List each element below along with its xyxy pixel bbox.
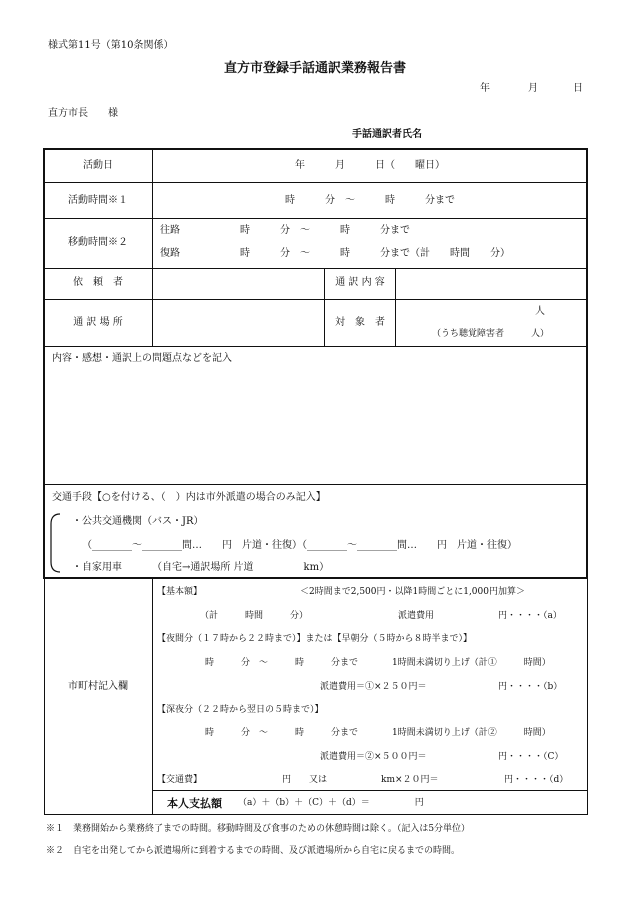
- requester-field[interactable]: [153, 269, 324, 299]
- outbound-label: 往路: [160, 225, 180, 236]
- outbound-field[interactable]: 時 分 ～ 時 分まで: [240, 225, 410, 236]
- basic-yen[interactable]: 円・・・・（a）: [498, 611, 562, 621]
- late-heading: 【深夜分（２２時から翌日の５時まで）】: [157, 705, 324, 715]
- date-month: 月: [528, 83, 538, 94]
- transport-heading: 交通手段【○を付ける、（ ）内は市外派遣の場合のみ記入】: [52, 492, 326, 503]
- public-transport-line[interactable]: （________～________間… 円 片道・往復）（________～________間… 円 片道・往復）: [82, 540, 517, 551]
- activity-day-label: 活動日: [83, 160, 113, 171]
- requester-label: 依 頼 者: [73, 277, 123, 288]
- municipal-section-label: 市町村記入欄: [68, 681, 128, 692]
- hearing-impaired-count[interactable]: （うち聴覚障害者 人）: [432, 329, 550, 339]
- transport-fee-label: 【交通費】: [157, 775, 203, 785]
- transport-fee-yen[interactable]: 円・・・・（d）: [504, 775, 569, 785]
- private-car-line[interactable]: （自宅→通訳場所 片道 km）: [152, 562, 330, 573]
- date-day: 日: [573, 83, 583, 94]
- return-label: 復路: [160, 248, 180, 259]
- late-fee: 派遣費用＝②×５００円＝: [320, 752, 427, 762]
- comments-label: 内容・感想・通訳上の問題点などを記入: [52, 353, 232, 364]
- basic-rate-note: ＜2時間まで2,500円・以降1時間ごとに1,000円加算＞: [300, 587, 525, 597]
- comments-field[interactable]: [45, 370, 586, 482]
- form-number: 様式第11号（第10条関係）: [48, 40, 174, 51]
- public-transport-label[interactable]: ・公共交通機関（バス・JR）: [72, 516, 204, 527]
- interpreter-name-label: 手話通訳者氏名: [352, 129, 422, 140]
- date-year: 年: [480, 83, 490, 94]
- night-heading: 【夜間分（１７時から２２時まで）】または【早朝分（５時から８時半まで）】: [157, 634, 473, 644]
- night-time[interactable]: 時 分 ～ 時 分まで: [205, 658, 359, 668]
- footnote-1: ※１ 業務開始から業務終了までの時間。移動時間及び食事のための休憩時間は除く。（記入は5分単位）: [46, 824, 471, 834]
- late-yen[interactable]: 円・・・・（C）: [498, 752, 564, 762]
- activity-time-field[interactable]: 時 分 ～ 時 分まで: [285, 195, 455, 206]
- late-time[interactable]: 時 分 ～ 時 分まで: [205, 728, 359, 738]
- total-formula[interactable]: （a）＋（b）＋（C）＋（d）＝ 円: [238, 798, 424, 808]
- addressee: 直方市長 様: [48, 108, 118, 119]
- travel-time-label: 移動時間※２: [68, 237, 128, 248]
- location-field[interactable]: [153, 300, 324, 346]
- page-title-text: 直方市登録手話通訳業務報告書: [223, 61, 406, 76]
- late-roundup[interactable]: 1時間未満切り上げ（計② 時間）: [392, 728, 551, 738]
- activity-time-label: 活動時間※１: [68, 195, 128, 206]
- footnote-2: ※２ 自宅を出発してから派遣場所に到着するまでの時間、及び派遣場所から自宅に戻るまでの時間。: [46, 846, 461, 856]
- night-yen[interactable]: 円・・・・（b）: [498, 682, 563, 692]
- target-label: 対 象 者: [335, 317, 385, 328]
- transport-bracket-icon: [48, 512, 62, 574]
- persons-unit: 人: [535, 306, 545, 317]
- content-label: 通 訳 内 容: [335, 277, 385, 288]
- night-fee: 派遣費用＝①×２５０円＝: [320, 682, 427, 692]
- activity-day-field[interactable]: 年 月 日（ 曜日）: [295, 160, 445, 171]
- content-field[interactable]: [396, 269, 587, 299]
- basic-total[interactable]: （計 時間 分）: [200, 611, 309, 621]
- return-field[interactable]: 時 分 ～ 時 分まで（計 時間 分）: [240, 248, 510, 259]
- private-car-label[interactable]: ・自家用車: [72, 562, 122, 573]
- total-label: 本人支払額: [167, 797, 222, 810]
- basic-fee: 派遣費用: [398, 611, 435, 621]
- page-title: [0, 62, 630, 75]
- basic-label: 【基本額】: [157, 587, 203, 597]
- location-label: 通 訳 場 所: [73, 317, 123, 328]
- night-roundup[interactable]: 1時間未満切り上げ（計① 時間）: [392, 658, 551, 668]
- transport-fee-calc[interactable]: 円 又は km×２０円＝: [282, 775, 439, 785]
